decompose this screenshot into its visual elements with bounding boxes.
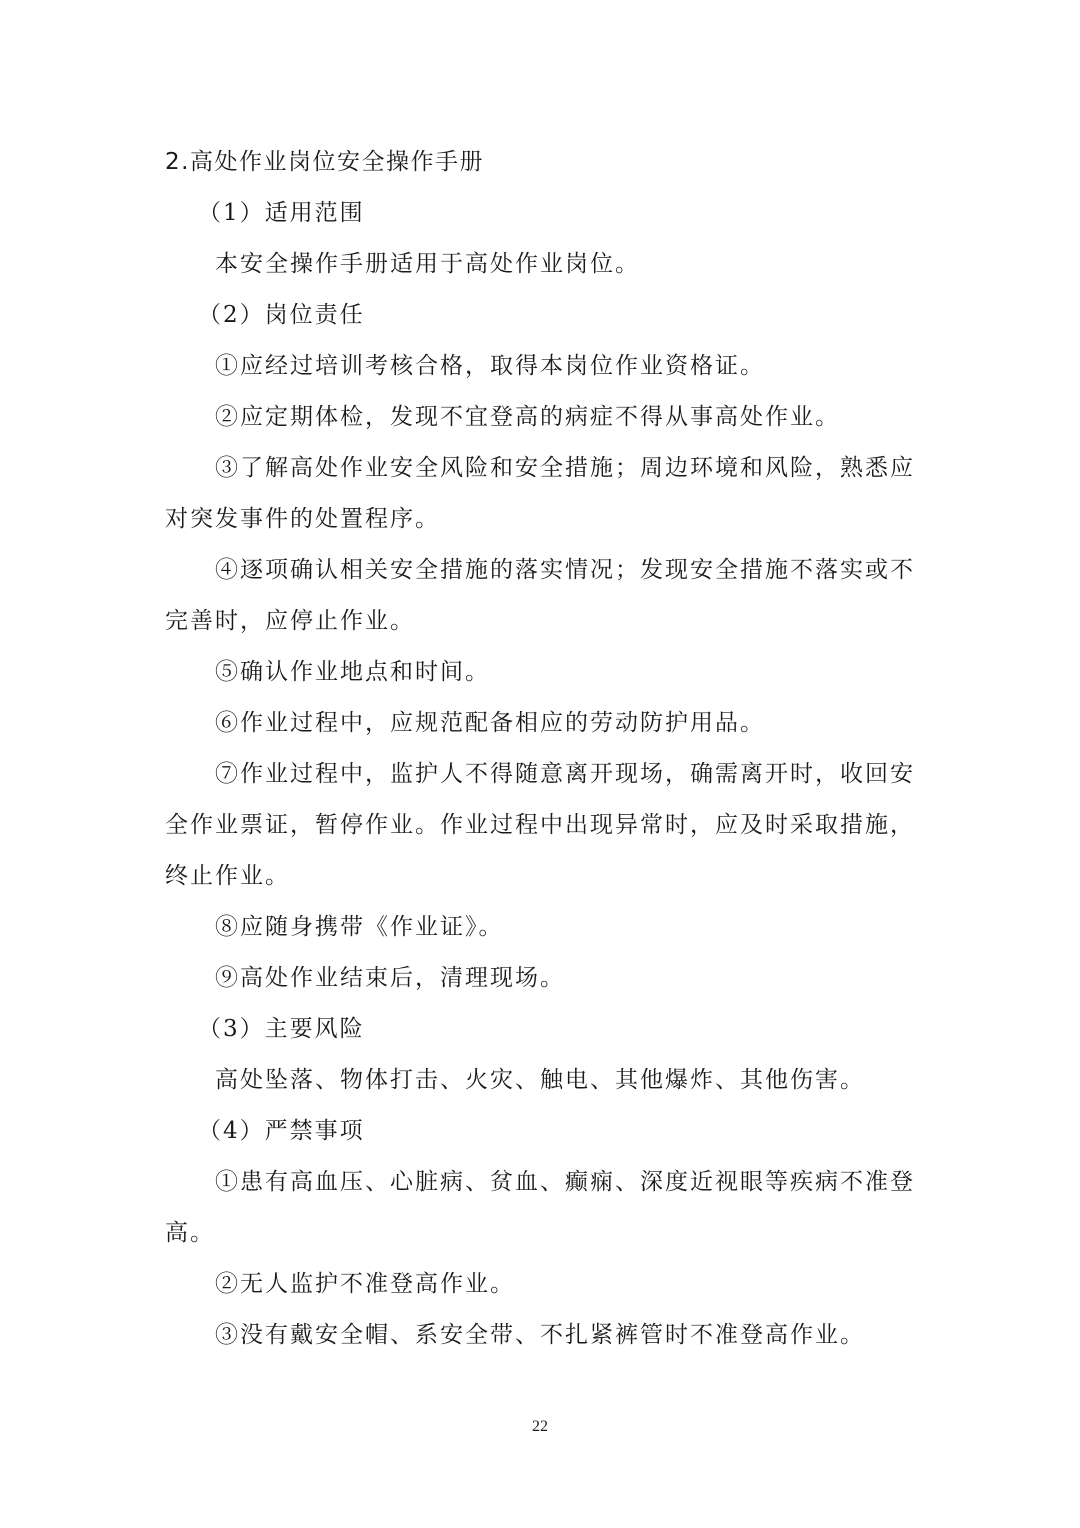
paragraph-continuation: 对突发事件的处置程序。 — [165, 506, 440, 532]
section-heading: （4）严禁事项 — [198, 1118, 365, 1144]
paragraph-continuation: 高。 — [165, 1220, 215, 1246]
paragraph-line: 高处坠落、物体打击、火灾、触电、其他爆炸、其他伤害。 — [215, 1067, 865, 1093]
paragraph-continuation: 终止作业。 — [165, 863, 290, 889]
paragraph-line: ①应经过培训考核合格，取得本岗位作业资格证。 — [215, 353, 765, 379]
section-heading: （2）岗位责任 — [198, 302, 365, 328]
paragraph-line: ②应定期体检，发现不宜登高的病症不得从事高处作业。 — [215, 404, 840, 430]
paragraph-line: ⑨高处作业结束后，清理现场。 — [215, 965, 565, 991]
paragraph-continuation: 完善时，应停止作业。 — [165, 608, 415, 634]
paragraph-continuation: 全作业票证，暂停作业。作业过程中出现异常时，应及时采取措施， — [165, 812, 915, 838]
paragraph-line: ⑤确认作业地点和时间。 — [215, 659, 490, 685]
paragraph-line: ②无人监护不准登高作业。 — [215, 1271, 515, 1297]
section-heading: （1）适用范围 — [198, 200, 365, 226]
paragraph-line: ④逐项确认相关安全措施的落实情况；发现安全措施不落实或不 — [215, 557, 915, 583]
paragraph-line: ①患有高血压、心脏病、贫血、癫痫、深度近视眼等疾病不准登 — [215, 1169, 915, 1195]
page-number: 22 — [532, 1418, 548, 1435]
document-title: 2.高处作业岗位安全操作手册 — [165, 149, 484, 175]
paragraph-line: 本安全操作手册适用于高处作业岗位。 — [215, 251, 640, 277]
paragraph-line: ③没有戴安全帽、系安全带、不扎紧裤管时不准登高作业。 — [215, 1322, 865, 1348]
paragraph-line: ③了解高处作业安全风险和安全措施；周边环境和风险，熟悉应 — [215, 455, 915, 481]
section-heading: （3）主要风险 — [198, 1016, 365, 1042]
paragraph-line: ⑦作业过程中，监护人不得随意离开现场，确需离开时，收回安 — [215, 761, 915, 787]
document-body — [165, 137, 917, 1361]
paragraph-line: ⑧应随身携带《作业证》。 — [215, 914, 504, 940]
paragraph-line: ⑥作业过程中，应规范配备相应的劳动防护用品。 — [215, 710, 765, 736]
